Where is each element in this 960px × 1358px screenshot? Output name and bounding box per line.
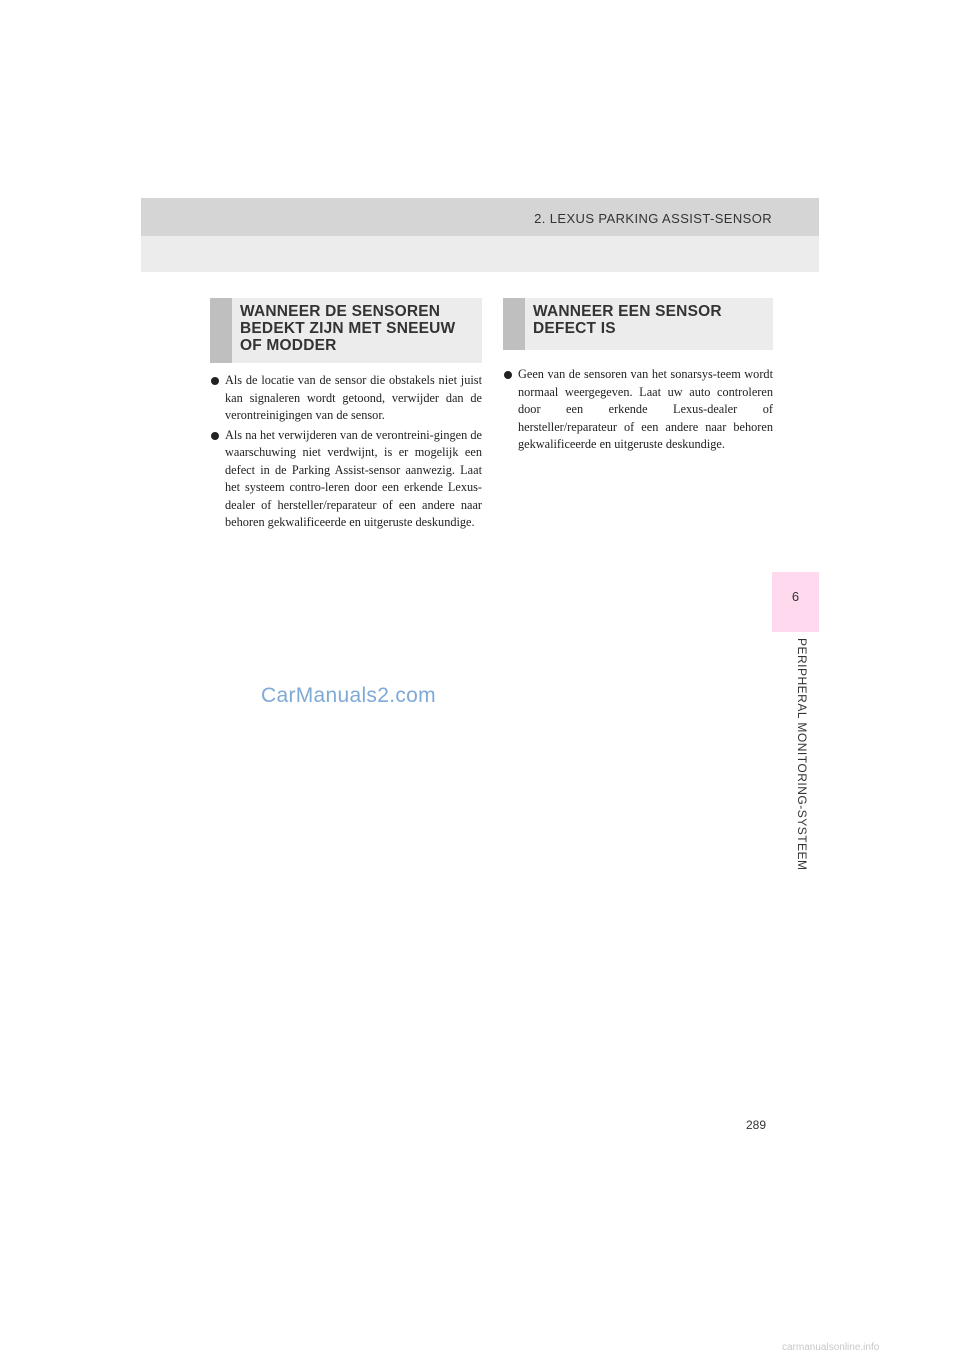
section-sensor-defect (503, 298, 773, 456)
running-header-bar (141, 198, 819, 236)
list-item (210, 427, 482, 532)
section-heading (210, 298, 482, 363)
list-item (210, 372, 482, 425)
list-item-text: Geen van de sensoren van het sonarsys-teem wordt normaal weergegeven. Laat uw auto controleren door een erkende Lexus-dealer of hersteller/reparateur of een andere naar behoren gekwalificeerde en uitgeruste deskundige. (518, 367, 773, 451)
bullet-icon (211, 432, 219, 440)
chapter-tab (772, 572, 819, 632)
chapter-title: 2. LEXUS PARKING ASSIST-SENSOR (534, 211, 772, 226)
heading-accent-bar (503, 298, 525, 350)
heading-accent-bar (210, 298, 232, 363)
list-item-text: Als na het verwijderen van de verontreini-gingen de waarschuwing niet verdwijnt, is er mogelijk een defect in de Parking Assist-sensor aanwezig. Laat het systeem contro-leren door een erkende Lexus-dealer of hersteller/reparateur of een andere naar behoren gekwalificeerde en uitgeruste deskundige. (225, 427, 482, 529)
footer-watermark: carmanualsonline.info (782, 1342, 880, 1353)
bullet-icon (504, 371, 512, 379)
list-item-text: Als de locatie van de sensor die obstakels niet juist kan signaleren wordt getoond, verwijder dan de verontreinigingen van de sensor. (225, 373, 482, 422)
section-heading-text: WANNEER EEN SENSOR DEFECT IS (533, 303, 722, 337)
page-number: 289 (746, 1118, 767, 1132)
bullet-list (503, 366, 773, 454)
chapter-side-label: PERIPHERAL MONITORING-SYSTEEM (795, 638, 809, 871)
section-snow-mud (210, 298, 482, 534)
section-heading (503, 298, 773, 350)
list-item (503, 366, 773, 454)
running-header (141, 198, 819, 272)
bullet-icon (211, 377, 219, 385)
chapter-number: 6 (791, 589, 800, 604)
bullet-list (210, 372, 482, 532)
section-heading-text: WANNEER DE SENSOREN BEDEKT ZIJN MET SNEEUW OF MODDER (240, 303, 456, 354)
watermark-link[interactable]: CarManuals2.com (261, 684, 436, 707)
